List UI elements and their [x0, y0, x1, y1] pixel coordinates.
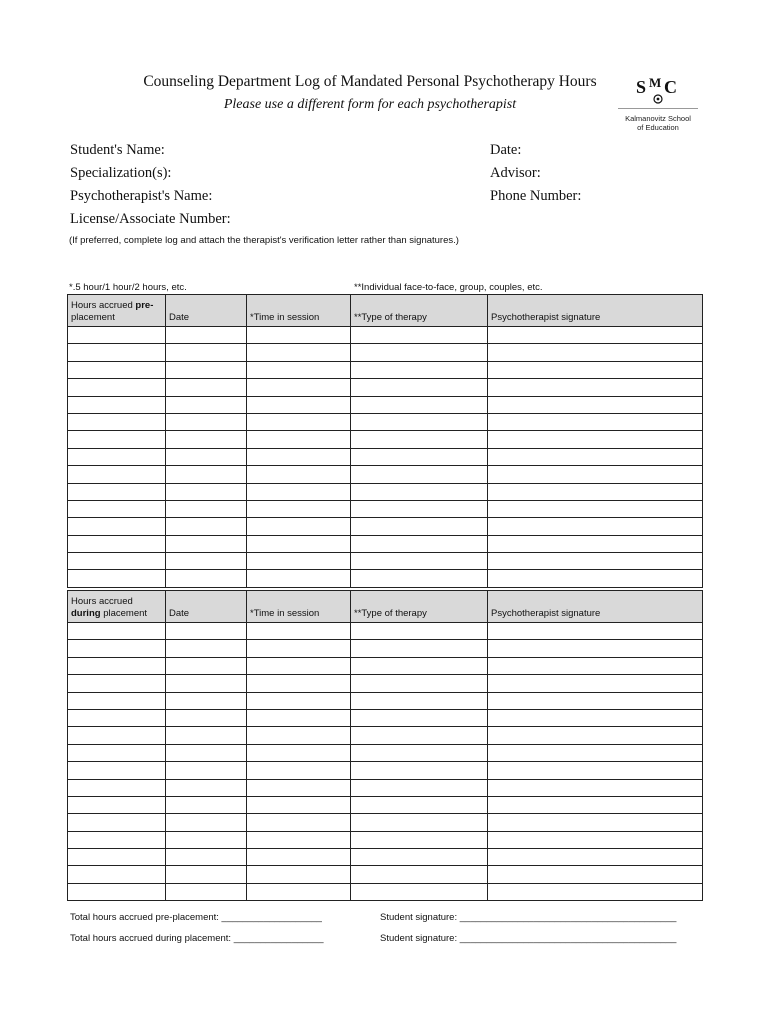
table-row: [68, 762, 703, 779]
table-cell[interactable]: [488, 796, 703, 813]
license-number-label: License/Associate Number:: [70, 211, 231, 227]
table-row: [68, 396, 703, 413]
col-hours-pre: [68, 295, 166, 327]
table-cell[interactable]: [166, 623, 247, 640]
total-during-placement-field[interactable]: Total hours accrued during placement: _________________: [70, 933, 324, 944]
table-cell[interactable]: [488, 709, 703, 726]
school-name-line1: Kalmanovitz School: [625, 114, 691, 123]
table-cell[interactable]: [166, 692, 247, 709]
table-cell[interactable]: [68, 500, 166, 517]
table-row: [68, 500, 703, 517]
table-cell[interactable]: [166, 849, 247, 866]
table-cell[interactable]: [166, 327, 247, 344]
table-cell[interactable]: [488, 762, 703, 779]
table-cell[interactable]: [166, 640, 247, 657]
during-placement-log-table: [67, 590, 703, 901]
pre-placement-log-table: [67, 294, 703, 588]
table-cell[interactable]: [488, 831, 703, 848]
table-row: [68, 466, 703, 483]
table-cell[interactable]: [247, 431, 351, 448]
table-cell[interactable]: [68, 692, 166, 709]
table-cell[interactable]: [247, 500, 351, 517]
table-cell[interactable]: [68, 727, 166, 744]
table-cell[interactable]: [351, 448, 488, 465]
table-cell[interactable]: [68, 866, 166, 883]
table-cell[interactable]: [488, 327, 703, 344]
table-cell[interactable]: [488, 640, 703, 657]
table-row: [68, 361, 703, 378]
table-cell[interactable]: [247, 379, 351, 396]
table-cell[interactable]: [488, 744, 703, 761]
table-cell[interactable]: [166, 361, 247, 378]
table-cell[interactable]: [166, 344, 247, 361]
table-cell[interactable]: [488, 623, 703, 640]
table-row: [68, 518, 703, 535]
table-cell[interactable]: [166, 796, 247, 813]
col-hours-prefix: Hours accrued: [71, 596, 133, 607]
table-cell[interactable]: [247, 814, 351, 831]
school-name: [612, 114, 704, 132]
table-cell[interactable]: [166, 883, 247, 900]
table-cell[interactable]: [68, 344, 166, 361]
verification-note: (If preferred, complete log and attach the therapist's verification letter rather than signatures.): [69, 235, 459, 246]
table-cell[interactable]: [351, 814, 488, 831]
table-cell[interactable]: [247, 413, 351, 430]
table-cell[interactable]: [351, 744, 488, 761]
table-cell[interactable]: [68, 657, 166, 674]
table-cell[interactable]: [68, 570, 166, 587]
table-row: [68, 553, 703, 570]
table-cell[interactable]: [68, 431, 166, 448]
table-cell[interactable]: [351, 623, 488, 640]
table-cell[interactable]: [247, 692, 351, 709]
table-cell[interactable]: [166, 431, 247, 448]
table-cell[interactable]: [488, 657, 703, 674]
table-cell[interactable]: [247, 361, 351, 378]
table-cell[interactable]: [351, 709, 488, 726]
table-cell[interactable]: [488, 570, 703, 587]
table-cell[interactable]: [351, 779, 488, 796]
table-cell[interactable]: [68, 814, 166, 831]
table-row: [68, 535, 703, 552]
table-cell[interactable]: [488, 466, 703, 483]
table-cell[interactable]: [247, 396, 351, 413]
table-cell[interactable]: [166, 709, 247, 726]
table-cell[interactable]: [68, 396, 166, 413]
phone-number-label: Phone Number:: [490, 188, 582, 204]
table-cell[interactable]: [351, 831, 488, 848]
table-cell[interactable]: [68, 883, 166, 900]
table-cell[interactable]: [351, 866, 488, 883]
table-cell[interactable]: [247, 675, 351, 692]
table-cell[interactable]: [68, 779, 166, 796]
table-cell[interactable]: [247, 327, 351, 344]
table-cell[interactable]: [68, 762, 166, 779]
table-row: [68, 379, 703, 396]
table-cell[interactable]: [247, 518, 351, 535]
table-cell[interactable]: [166, 448, 247, 465]
table-cell[interactable]: [351, 692, 488, 709]
table-row: [68, 413, 703, 430]
table-cell[interactable]: [68, 709, 166, 726]
table-cell[interactable]: [247, 640, 351, 657]
table-cell[interactable]: [351, 431, 488, 448]
table-row: [68, 483, 703, 500]
table-cell[interactable]: [488, 483, 703, 500]
table-cell[interactable]: [488, 814, 703, 831]
table-cell[interactable]: [351, 327, 488, 344]
table-cell[interactable]: [68, 675, 166, 692]
table-row: [68, 796, 703, 813]
table-cell[interactable]: [68, 413, 166, 430]
table-row: [68, 570, 703, 587]
table-cell[interactable]: [351, 849, 488, 866]
type-hint: **Individual face-to-face, group, couples, etc.: [354, 282, 543, 293]
table-cell[interactable]: [351, 535, 488, 552]
table-cell[interactable]: [488, 553, 703, 570]
table-cell[interactable]: [351, 361, 488, 378]
table-cell[interactable]: [488, 866, 703, 883]
table-cell[interactable]: [166, 500, 247, 517]
table-cell[interactable]: [488, 500, 703, 517]
table-cell[interactable]: [351, 796, 488, 813]
table-cell[interactable]: [351, 675, 488, 692]
table-cell[interactable]: [488, 344, 703, 361]
table-cell[interactable]: [488, 727, 703, 744]
table-cell[interactable]: [351, 413, 488, 430]
table-cell[interactable]: [351, 883, 488, 900]
col-time: *Time in session: [247, 591, 351, 623]
table-cell[interactable]: [351, 466, 488, 483]
table-row: [68, 327, 703, 344]
table-cell[interactable]: [166, 762, 247, 779]
table-cell[interactable]: [68, 518, 166, 535]
table-cell[interactable]: [166, 727, 247, 744]
table-row: [68, 692, 703, 709]
table-cell[interactable]: [247, 831, 351, 848]
table-cell[interactable]: [166, 570, 247, 587]
table-cell[interactable]: [351, 762, 488, 779]
form-subtitle: Please use a different form for each psychotherapist: [223, 97, 517, 112]
table-row: [68, 727, 703, 744]
table-cell[interactable]: [488, 431, 703, 448]
table-cell[interactable]: [166, 866, 247, 883]
col-date: Date: [166, 295, 247, 327]
advisor-label: Advisor:: [490, 165, 541, 181]
table-cell[interactable]: [247, 466, 351, 483]
col-date: Date: [166, 591, 247, 623]
table-cell[interactable]: [68, 361, 166, 378]
table-cell[interactable]: [68, 640, 166, 657]
table-cell[interactable]: [351, 640, 488, 657]
table-cell[interactable]: [68, 448, 166, 465]
table-cell[interactable]: [166, 779, 247, 796]
table-row: [68, 344, 703, 361]
table-cell[interactable]: [247, 657, 351, 674]
student-signature-field-1[interactable]: Student signature: _________________________________________: [380, 912, 677, 923]
table-cell[interactable]: [68, 623, 166, 640]
table-cell[interactable]: [68, 327, 166, 344]
table-row: [68, 709, 703, 726]
col-hours-prefix: Hours accrued: [71, 300, 136, 311]
table-cell[interactable]: [166, 814, 247, 831]
table-cell[interactable]: [247, 709, 351, 726]
table-cell[interactable]: [488, 448, 703, 465]
table-cell[interactable]: [351, 379, 488, 396]
table-cell[interactable]: [166, 396, 247, 413]
table-cell[interactable]: [247, 344, 351, 361]
table-cell[interactable]: [351, 727, 488, 744]
table-row: [68, 814, 703, 831]
table-row: [68, 866, 703, 883]
date-label: Date:: [490, 142, 522, 158]
table-cell[interactable]: [351, 570, 488, 587]
col-hours-during: [68, 591, 166, 623]
table-cell[interactable]: [247, 866, 351, 883]
student-name-label: Student's Name:: [70, 142, 165, 158]
table-cell[interactable]: [68, 379, 166, 396]
col-signature: Psychotherapist signature: [488, 591, 703, 623]
table-row: [68, 623, 703, 640]
psychotherapist-name-label: Psychotherapist's Name:: [70, 188, 213, 204]
table-cell[interactable]: [351, 553, 488, 570]
table-row: [68, 849, 703, 866]
table-cell[interactable]: [68, 831, 166, 848]
table-cell[interactable]: [68, 796, 166, 813]
table-row: [68, 448, 703, 465]
table-cell[interactable]: [166, 379, 247, 396]
school-name-line2: of Education: [637, 123, 679, 132]
table-cell[interactable]: [488, 692, 703, 709]
table-cell[interactable]: [488, 849, 703, 866]
table-cell[interactable]: [68, 849, 166, 866]
table-cell[interactable]: [166, 518, 247, 535]
table-cell[interactable]: [68, 483, 166, 500]
col-type: **Type of therapy: [351, 591, 488, 623]
table-cell[interactable]: [68, 466, 166, 483]
svg-text:M: M: [649, 75, 662, 90]
table-cell[interactable]: [166, 413, 247, 430]
table-row: [68, 779, 703, 796]
table-cell[interactable]: [166, 466, 247, 483]
table-cell[interactable]: [488, 883, 703, 900]
table-cell[interactable]: [351, 396, 488, 413]
table-row: [68, 431, 703, 448]
table-cell[interactable]: [488, 379, 703, 396]
table-cell[interactable]: [247, 779, 351, 796]
table-row: [68, 657, 703, 674]
col-signature: Psychotherapist signature: [488, 295, 703, 327]
table-row: [68, 831, 703, 848]
table-cell[interactable]: [488, 535, 703, 552]
col-type: **Type of therapy: [351, 295, 488, 327]
table-header-row: [68, 591, 703, 623]
specialization-label: Specialization(s):: [70, 165, 172, 181]
table-row: [68, 675, 703, 692]
table-cell[interactable]: [488, 396, 703, 413]
table-cell[interactable]: [247, 448, 351, 465]
table-cell[interactable]: [247, 727, 351, 744]
table-cell[interactable]: [247, 849, 351, 866]
table-cell[interactable]: [166, 553, 247, 570]
table-cell[interactable]: [488, 361, 703, 378]
col-hours-suffix: placement: [100, 608, 148, 619]
table-row: [68, 744, 703, 761]
form-title: Counseling Department Log of Mandated Personal Psychotherapy Hours: [143, 73, 597, 90]
svg-text:S: S: [636, 77, 647, 97]
table-row: [68, 640, 703, 657]
table-cell[interactable]: [488, 779, 703, 796]
table-cell[interactable]: [166, 535, 247, 552]
table-cell[interactable]: [68, 744, 166, 761]
table-cell[interactable]: [247, 483, 351, 500]
col-time: *Time in session: [247, 295, 351, 327]
table-header-row: [68, 295, 703, 327]
table-cell[interactable]: [247, 796, 351, 813]
table-cell[interactable]: [166, 831, 247, 848]
table-cell[interactable]: [166, 483, 247, 500]
svg-text:C: C: [664, 77, 677, 97]
student-signature-field-2[interactable]: Student signature: _________________________________________: [380, 933, 677, 944]
table-cell[interactable]: [488, 413, 703, 430]
smc-seal-icon: [618, 74, 698, 106]
table-cell[interactable]: [68, 535, 166, 552]
table-cell[interactable]: [351, 344, 488, 361]
table-cell[interactable]: [247, 762, 351, 779]
table-cell[interactable]: [247, 883, 351, 900]
table-cell[interactable]: [247, 623, 351, 640]
table-cell[interactable]: [166, 657, 247, 674]
col-hours-emphasis: during: [71, 608, 101, 619]
col-hours-suffix: placement: [71, 312, 115, 323]
table-cell[interactable]: [488, 675, 703, 692]
table-cell[interactable]: [351, 483, 488, 500]
table-cell[interactable]: [166, 675, 247, 692]
table-cell[interactable]: [488, 518, 703, 535]
table-cell[interactable]: [247, 744, 351, 761]
table-row: [68, 883, 703, 900]
table-cell[interactable]: [68, 553, 166, 570]
table-cell[interactable]: [247, 535, 351, 552]
table-cell[interactable]: [166, 744, 247, 761]
col-hours-emphasis: pre-: [135, 300, 154, 311]
table-cell[interactable]: [351, 500, 488, 517]
table-cell[interactable]: [247, 553, 351, 570]
table-cell[interactable]: [351, 518, 488, 535]
table-cell[interactable]: [351, 657, 488, 674]
time-hint: *.5 hour/1 hour/2 hours, etc.: [69, 282, 187, 293]
total-pre-placement-field[interactable]: Total hours accrued pre-placement: ___________________: [70, 912, 322, 923]
logo-divider: [618, 108, 698, 109]
table-cell[interactable]: [247, 570, 351, 587]
